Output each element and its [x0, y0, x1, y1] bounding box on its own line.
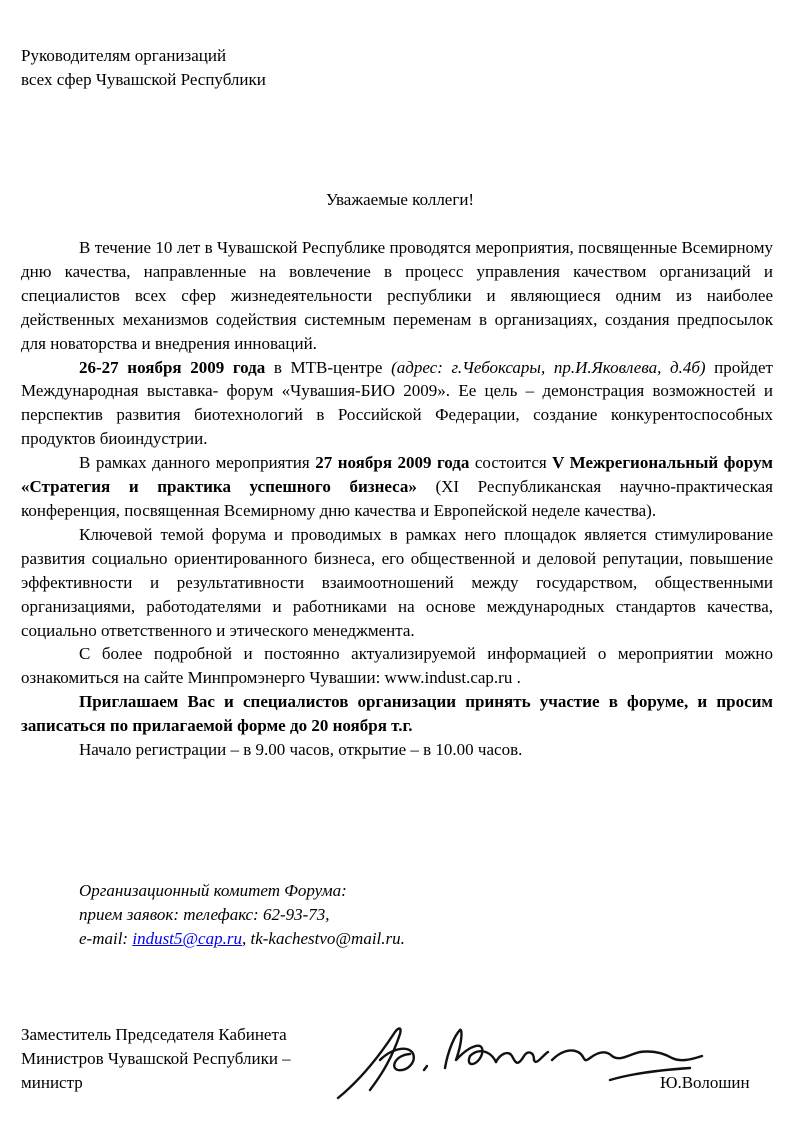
handwritten-signature	[320, 1010, 720, 1110]
paragraph-2-text-a: в МТВ-центре	[265, 357, 392, 377]
forum-title: V Межрегиональный форум «Стратегия и практика успешного бизнеса»	[21, 453, 773, 497]
addressee-line-2: всех сфер Чувашской Республики	[21, 70, 266, 89]
email-separator: ,	[241, 929, 251, 948]
event-dates: 26-27 ноября 2009 года	[79, 357, 266, 377]
email-prefix: e-mail:	[79, 929, 133, 948]
paragraph-7-registration: Начало регистрации – в 9.00 часов, открытие – в 10.00 часов.	[79, 740, 523, 760]
addressee-block	[21, 44, 266, 92]
paragraph-2	[21, 356, 773, 452]
paragraph-3	[21, 451, 773, 523]
paragraph-1: В течение 10 лет в Чувашской Республике проводятся мероприятия, посвященные Всемирному дню качества, направленные на вовлечение в процесс управления качеством организаций и специалистов всех сфер жизнедеятельности республики и являющиеся одним из наиболее действенных механизмов содействия системным переменам в организациях, создания предпосылок для новаторства и внедрения инноваций.	[21, 238, 773, 353]
signatory-line-3: министр	[21, 1073, 83, 1092]
paragraph-5-text-a: С более подробной и постоянно актуализируемой информацией о мероприятии можно ознакомиться на сайте Минпромэнерго Чувашии:	[21, 644, 773, 688]
letter-body	[21, 236, 773, 762]
organizing-committee	[79, 879, 405, 951]
paragraph-2-text-b: пройдет Международная выставка- форум «Чувашия-БИО 2009». Ее цель – демонстрация возможностей и перспектив развития биотехнологий в Российской Федерации, создание конкурентоспособных продуктов биоиндустрии.	[21, 357, 773, 449]
paragraph-3-text-a: В рамках данного мероприятия	[79, 453, 316, 473]
paragraph-3-text-c: (XI Республиканская научно-практическая конференция, посвященная Всемирному дню качества и Европейской неделе качества).	[21, 477, 773, 520]
paragraph-5	[21, 642, 773, 690]
signatory-name: Ю.Волошин	[660, 1073, 750, 1092]
signatory-line-2: Министров Чувашской Республики –	[21, 1049, 291, 1068]
paragraph-5-text-b: .	[512, 668, 521, 688]
addressee-line-1: Руководителям организаций	[21, 46, 227, 65]
forum-date: 27 ноября 2009 года	[315, 453, 470, 473]
email-end: .	[400, 929, 405, 948]
org-committee-title: Организационный комитет Форума:	[79, 881, 347, 900]
email-link-1[interactable]: indust5@cap.ru	[132, 929, 242, 948]
org-committee-email-line	[79, 927, 405, 951]
signatory-title	[21, 1023, 291, 1095]
signatory-line-1: Заместитель Председателя Кабинета	[21, 1025, 287, 1044]
paragraph-3-text-b: состоится	[469, 453, 553, 473]
paragraph-6-invitation: Приглашаем Вас и специалистов организации принять участие в форуме, и просим записаться по прилагаемой форме до 20 ноября т.г.	[21, 692, 773, 736]
email-link-2[interactable]: tk-kachestvo@mail.ru	[250, 929, 401, 948]
event-address: (адрес: г.Чебоксары, пр.И.Яковлева, д.4б)	[391, 357, 706, 377]
greeting: Уважаемые коллеги!	[325, 190, 475, 209]
org-committee-fax: прием заявок: телефакс: 62-93-73,	[79, 905, 330, 924]
website-link[interactable]: www.indust.cap.ru	[384, 668, 513, 688]
paragraph-4: Ключевой темой форума и проводимых в рамках него площадок является стимулирование развития социально ориентированного бизнеса, его общественной и деловой репутации, повышение эффективности и результативности взаимоотношений между государством, общественными организациями, работодателями и работниками на основе международных стандартов качества, социально ответственного и этического менеджмента.	[21, 524, 773, 640]
